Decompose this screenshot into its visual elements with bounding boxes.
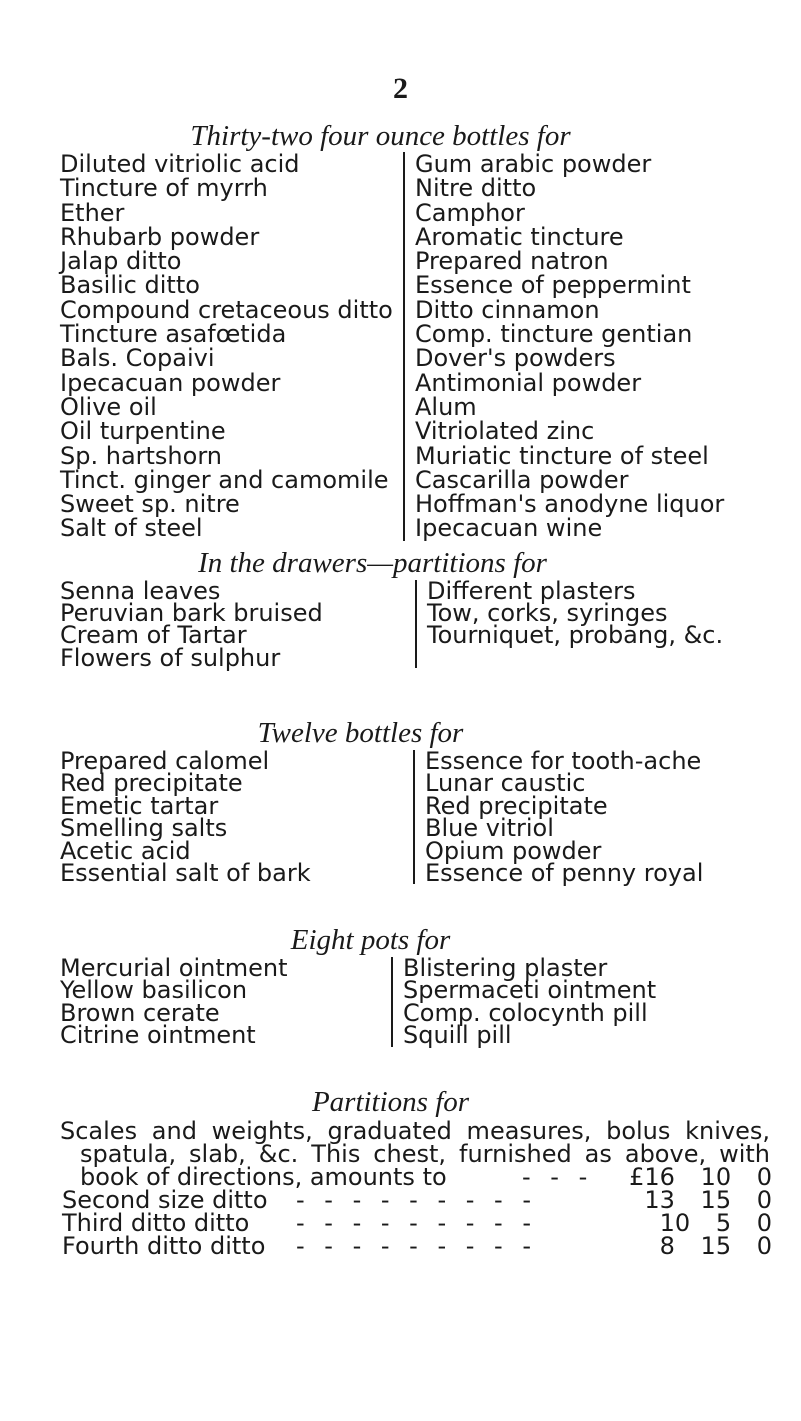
price-leader: - - - - - - - - - xyxy=(296,1212,537,1235)
list-item: Yellow basilicon xyxy=(60,976,248,1005)
list-item: Flowers of sulphur xyxy=(60,643,281,672)
list-item: Opium powder xyxy=(425,836,602,865)
list-item: Oil turpentine xyxy=(60,417,226,446)
section-3-left-list xyxy=(60,747,311,887)
list-item: Comp. colocynth pill xyxy=(403,998,648,1027)
list-item: Tow, corks, syringes xyxy=(427,599,668,628)
section-4-left-list xyxy=(60,954,288,1049)
price-amount: 10 5 0 xyxy=(659,1209,772,1237)
section-heading-partitions: Partitions for xyxy=(311,1086,470,1118)
list-item: Basilic ditto xyxy=(60,271,200,300)
list-item: Senna leaves xyxy=(60,577,221,605)
list-item: Olive oil xyxy=(60,392,157,421)
page-number: 2 xyxy=(393,72,408,105)
list-item: Spermaceti ointment xyxy=(403,976,657,1005)
price-amount: 13 15 0 xyxy=(644,1186,772,1214)
section-heading-twelve-bottles: Twelve bottles for xyxy=(257,717,464,749)
section-heading-bottles: Thirty-two four ounce bottles for xyxy=(190,120,571,152)
price-amount: 8 15 0 xyxy=(659,1232,772,1260)
list-item: Sp. hartshorn xyxy=(60,441,222,470)
list-item: Diluted vitriolic acid xyxy=(60,150,300,178)
price-label: Second size ditto xyxy=(62,1186,268,1214)
list-item: Camphor xyxy=(415,198,525,227)
list-item: Peruvian bark bruised xyxy=(60,599,323,628)
list-item: Blue vitriol xyxy=(425,814,554,843)
list-item: Essential salt of bark xyxy=(60,858,311,887)
section-4-right-list xyxy=(391,954,657,1049)
section-heading-pots: Eight pots for xyxy=(290,924,451,956)
list-item: Essence for tooth-ache xyxy=(425,747,702,775)
price-leader: - - - - - - - - - xyxy=(296,1235,537,1258)
price-label: Fourth ditto ditto xyxy=(62,1232,266,1260)
list-item: Ipecacuan wine xyxy=(415,514,603,543)
list-item: Alum xyxy=(415,392,477,421)
section-heading-drawers: In the drawers—partitions for xyxy=(198,547,547,579)
section-2-right-list xyxy=(415,577,724,668)
partitions-text-line-2: spatula, slab, &c. This chest, furnished as above, with xyxy=(80,1140,770,1168)
price-amount: £16 10 0 xyxy=(629,1163,772,1191)
list-item: Squill pill xyxy=(403,1020,512,1049)
list-item: Brown cerate xyxy=(60,998,220,1027)
list-item: Emetic tartar xyxy=(60,791,219,820)
list-item: Ether xyxy=(60,198,125,227)
list-item: Ipecacuan powder xyxy=(60,368,281,397)
list-item: Tinct. ginger and camomile xyxy=(60,465,389,494)
list-item: Jalap ditto xyxy=(60,247,182,276)
list-item: Essence of penny royal xyxy=(425,858,704,887)
list-item: Aromatic tincture xyxy=(415,222,624,251)
list-item: Compound cretaceous ditto xyxy=(60,295,393,324)
list-item: Prepared natron xyxy=(415,247,609,276)
list-item: Salt of steel xyxy=(60,514,203,543)
list-item: Mercurial ointment xyxy=(60,954,288,982)
list-item: Bals. Copaivi xyxy=(60,344,215,373)
partitions-text-line-1: Scales and weights, graduated measures, bolus knives, xyxy=(60,1117,770,1145)
section-3-right-list xyxy=(413,747,704,887)
list-item: Prepared calomel xyxy=(60,747,270,775)
list-item: Blistering plaster xyxy=(403,954,608,982)
list-item: Rhubarb powder xyxy=(60,222,260,251)
list-item: Essence of peppermint xyxy=(415,271,691,300)
list-item: Dover's powders xyxy=(415,344,616,373)
list-item: Sweet sp. nitre xyxy=(60,490,240,519)
list-item: Tourniquet, probang, &c. xyxy=(427,621,724,650)
list-item: Gum arabic powder xyxy=(415,150,652,178)
section-1-left-list xyxy=(60,152,393,541)
section-1-right-list xyxy=(403,152,724,541)
section-2-left-list xyxy=(60,577,323,672)
list-item: Different plasters xyxy=(427,577,636,605)
list-item: Antimonial powder xyxy=(415,368,642,397)
list-item: Red precipitate xyxy=(425,791,608,820)
list-item: Smelling salts xyxy=(60,814,228,843)
list-item: Citrine ointment xyxy=(60,1020,256,1049)
list-item: Acetic acid xyxy=(60,836,191,865)
price-leader: - - - xyxy=(522,1166,594,1189)
list-item: Cream of Tartar xyxy=(60,621,247,650)
list-item: Vitriolated zinc xyxy=(415,417,595,446)
list-item: Lunar caustic xyxy=(425,769,586,798)
list-item: Red precipitate xyxy=(60,769,243,798)
price-label: book of directions, amounts to xyxy=(80,1163,447,1191)
price-label: Third ditto ditto xyxy=(62,1209,250,1237)
list-item: Ditto cinnamon xyxy=(415,295,600,324)
list-item: Tincture of myrrh xyxy=(60,174,268,203)
price-leader: - - - - - - - - - xyxy=(296,1189,537,1212)
list-item: Nitre ditto xyxy=(415,174,537,203)
list-item: Cascarilla powder xyxy=(415,465,629,494)
list-item: Muriatic tincture of steel xyxy=(415,441,709,470)
list-item: Comp. tincture gentian xyxy=(415,320,693,349)
list-item: Hoffman's anodyne liquor xyxy=(415,490,725,519)
list-item: Tincture asafœtida xyxy=(60,320,287,349)
price-row-fourth-size xyxy=(62,1232,772,1260)
